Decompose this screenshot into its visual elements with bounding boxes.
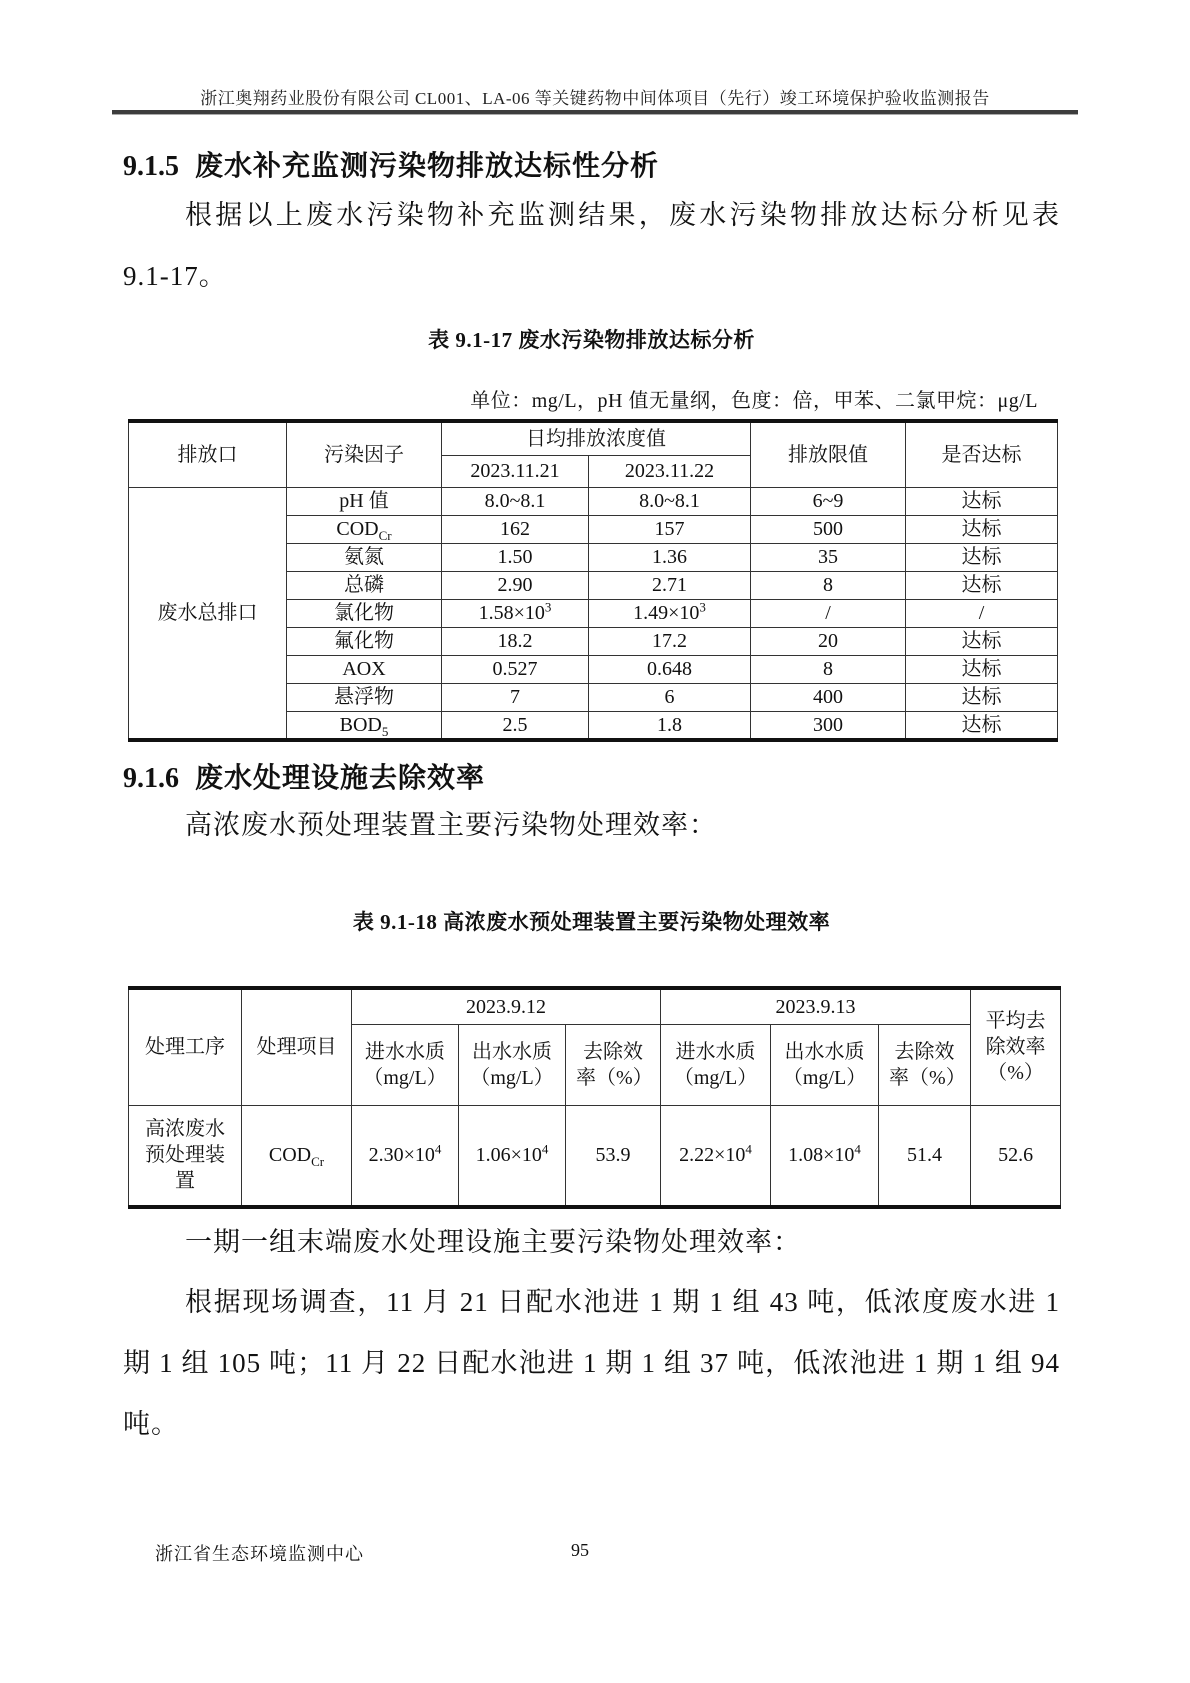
paragraph-916-survey: [123, 1272, 1060, 1455]
th-outlet: 排放口: [129, 421, 287, 487]
cell-pass: /: [906, 599, 1058, 627]
cell-limit: 400: [751, 683, 906, 711]
page-number: 95: [571, 1540, 589, 1560]
paragraph-916-second-line: 一期一组末端废水处理设施主要污染物处理效率：: [185, 1227, 801, 1257]
footer-organization: 浙江省生态环境监测中心: [155, 1544, 364, 1564]
factor-subscript: 5: [381, 723, 389, 739]
cell-pass: 达标: [906, 487, 1058, 515]
cell-value: 52.6: [971, 1105, 1061, 1207]
cell-factor: $COD_{Cr}$: [287, 515, 442, 543]
cell-value: 6: [589, 683, 751, 711]
cell-value: 0.648: [589, 655, 751, 683]
cell-factor: $BOD_5$: [287, 711, 442, 740]
cell-factor: 氟化物: [287, 627, 442, 655]
cell-factor: pH 值: [287, 487, 442, 515]
cell-pass: 达标: [906, 655, 1058, 683]
paragraph-916-second: [123, 1212, 1060, 1273]
th-avg-removal: 平均去除效率（%）: [971, 988, 1061, 1105]
paragraph-916-survey-line2: 期 1 组 105 吨；11 月 22 日配水池进 1 期 1 组 37 吨，低浓池进 1 期 1 组 94: [123, 1348, 1060, 1378]
th-removal-1: 去除效率（%）: [566, 1024, 661, 1105]
doc-header-title: 浙江奥翔药业股份有限公司 CL001、LA-06 等关键药物中间体项目（先行）竣工环境保护验收监测报告: [200, 89, 990, 108]
cell-value: $1.06\times 10^4$: [459, 1105, 566, 1207]
cell-limit: 8: [751, 655, 906, 683]
cell-factor: 氨氮: [287, 543, 442, 571]
cell-item: $COD_{Cr}$: [242, 1105, 352, 1207]
cell-pass: 达标: [906, 543, 1058, 571]
th-factor: 污染因子: [287, 421, 442, 487]
item-subscript: Cr: [311, 1154, 325, 1170]
table-918-caption: 表 9.1-18 高浓废水预处理装置主要污染物处理效率: [352, 910, 831, 934]
th-removal-2: 去除效率（%）: [879, 1024, 971, 1105]
th-inflow-2: 进水水质（mg/L）: [661, 1024, 771, 1105]
cell-value: 2.5: [442, 711, 589, 740]
cell-limit: 35: [751, 543, 906, 571]
cell-pass: 达标: [906, 571, 1058, 599]
section-916-title: 废水处理设施去除效率: [195, 763, 486, 794]
cell-value: 7: [442, 683, 589, 711]
table-917-unit-note: 单位：mg/L，pH 值无量纲，色度：倍，甲苯、二氯甲烷：μg/L: [470, 390, 1038, 412]
cell-value: 17.2: [589, 627, 751, 655]
cell-value: $1.08\times 10^4$: [771, 1105, 879, 1207]
cell-value: 18.2: [442, 627, 589, 655]
th-inflow-1: 进水水质（mg/L）: [352, 1024, 459, 1105]
cell-limit: /: [751, 599, 906, 627]
th-date-1: 2023.11.21: [442, 455, 589, 487]
cell-limit: 6~9: [751, 487, 906, 515]
th-date-1: 2023.9.12: [352, 988, 661, 1024]
table-917-caption: 表 9.1-17 废水污染物排放达标分析: [428, 328, 755, 352]
section-916-heading: [123, 756, 1060, 796]
paragraph-915: [123, 185, 1060, 307]
section-915-number: 9.1.5: [123, 151, 179, 182]
cell-value: 53.9: [566, 1105, 661, 1207]
cell-value: $2.30\times 10^4$: [352, 1105, 459, 1207]
cell-limit: 20: [751, 627, 906, 655]
cell-process: 高浓废水预处理装置: [129, 1105, 242, 1207]
th-item: 处理项目: [242, 988, 352, 1105]
value-superscript: 3: [544, 599, 552, 615]
th-outflow-2: 出水水质（mg/L）: [771, 1024, 879, 1105]
cell-factor: 氯化物: [287, 599, 442, 627]
cell-pass: 达标: [906, 683, 1058, 711]
paragraph-916-intro: [123, 795, 1060, 856]
cell-value: 51.4: [879, 1105, 971, 1207]
cell-value: 2.90: [442, 571, 589, 599]
cell-outlet: 废水总排口: [129, 487, 287, 740]
cell-value: 1.8: [589, 711, 751, 740]
cell-limit: 300: [751, 711, 906, 740]
cell-value: 8.0~8.1: [442, 487, 589, 515]
value-superscript: 4: [745, 1141, 752, 1157]
cell-value: 2.71: [589, 571, 751, 599]
cell-limit: 500: [751, 515, 906, 543]
paragraph-916-intro-line: 高浓废水预处理装置主要污染物处理效率：: [185, 810, 717, 840]
th-date-2: 2023.11.22: [589, 455, 751, 487]
cell-pass: 达标: [906, 627, 1058, 655]
th-process: 处理工序: [129, 988, 242, 1105]
paragraph-916-survey-line1: 根据现场调查，11 月 21 日配水池进 1 期 1 组 43 吨，低浓度废水进 1: [185, 1287, 1060, 1317]
section-916-number: 9.1.6: [123, 763, 179, 794]
cell-value: 157: [589, 515, 751, 543]
cell-value: 1.50: [442, 543, 589, 571]
section-915-heading: [123, 144, 1060, 184]
cell-value: 8.0~8.1: [589, 487, 751, 515]
paragraph-915-line2: 9.1-17。: [123, 261, 227, 291]
cell-factor: 悬浮物: [287, 683, 442, 711]
factor-subscript: Cr: [378, 528, 392, 543]
header-rule: [112, 110, 1078, 115]
th-daily-concentration: 日均排放浓度值: [442, 421, 751, 455]
cell-limit: 8: [751, 571, 906, 599]
cell-pass: 达标: [906, 515, 1058, 543]
cell-value: 162: [442, 515, 589, 543]
cell-factor: 总磷: [287, 571, 442, 599]
value-superscript: 4: [434, 1141, 442, 1157]
th-limit: 排放限值: [751, 421, 906, 487]
cell-value: 1.36: [589, 543, 751, 571]
value-superscript: 4: [854, 1141, 861, 1157]
cell-value: $2.22\times 10^4$: [661, 1105, 771, 1207]
table-917: [128, 419, 1058, 742]
th-outflow-1: 出水水质（mg/L）: [459, 1024, 566, 1105]
paragraph-916-survey-line3: 吨。: [123, 1409, 179, 1439]
cell-value: 0.527: [442, 655, 589, 683]
cell-factor: AOX: [287, 655, 442, 683]
section-915-title: 废水补充监测污染物排放达标性分析: [195, 151, 660, 182]
th-pass: 是否达标: [906, 421, 1058, 487]
value-superscript: 3: [699, 599, 706, 615]
table-918: [128, 986, 1061, 1209]
cell-pass: 达标: [906, 711, 1058, 740]
paragraph-915-line1: 根据以上废水污染物补充监测结果，废水污染物排放达标分析见表: [185, 200, 1060, 230]
cell-value: $1.58\times 10^3$: [442, 599, 589, 627]
value-superscript: 4: [541, 1141, 549, 1157]
th-date-2: 2023.9.13: [661, 988, 971, 1024]
cell-value: $1.49\times 10^3$: [589, 599, 751, 627]
